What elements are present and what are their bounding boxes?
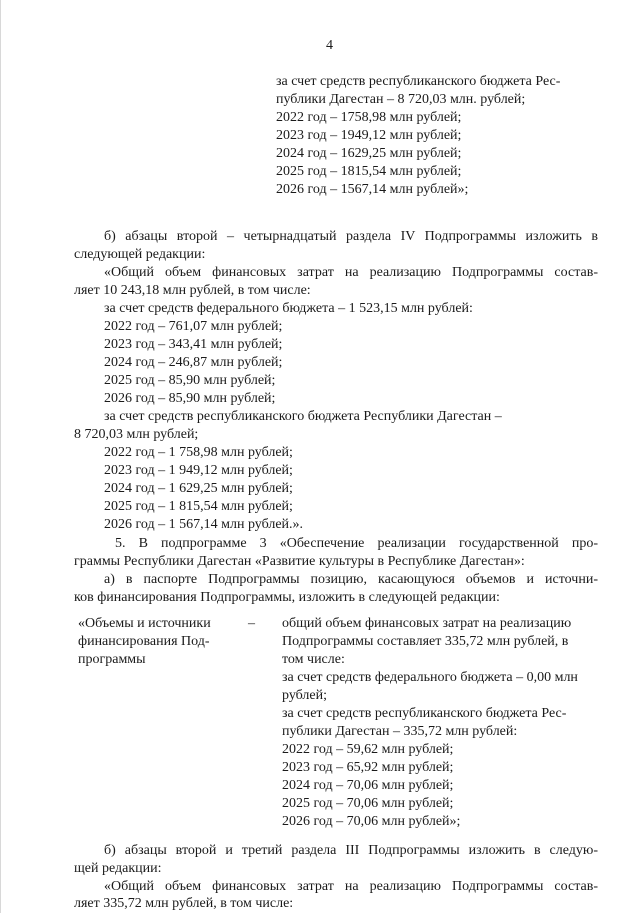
- text-line: 2022 год – 1758,98 млн рублей;: [276, 110, 462, 125]
- page-edge: [0, 0, 1, 913]
- table-right-line: за счет средств федерального бюджета – 0,00 млн: [282, 670, 578, 685]
- paragraph-line: следующей редакции:: [74, 247, 206, 262]
- table-right-line: том числе:: [282, 652, 345, 667]
- year-line: 2025 год – 85,90 млн рублей;: [104, 373, 276, 388]
- table-dash: –: [248, 616, 255, 631]
- table-right-line: 2026 год – 70,06 млн рублей»;: [282, 814, 461, 829]
- table-right-line: общий объем финансовых затрат на реализацию: [282, 616, 572, 631]
- paragraph-line: «Общий объем финансовых затрат на реализацию Подпрограммы состав-: [104, 879, 598, 894]
- table-right-line: 2022 год – 59,62 млн рублей;: [282, 742, 454, 757]
- paragraph-line: ков финансирования Подпрограммы, изложить в следующей редакции:: [74, 590, 500, 605]
- text-line: за счет средств республиканского бюджета Рес-: [276, 74, 561, 89]
- table-left-cell: «Объемы и источники: [78, 616, 211, 631]
- table-right-line: 2025 год – 70,06 млн рублей;: [282, 796, 454, 811]
- table-right-line: 2023 год – 65,92 млн рублей;: [282, 760, 454, 775]
- table-right-line: Подпрограммы составляет 335,72 млн рублей, в: [282, 634, 569, 649]
- paragraph-line: щей редакции:: [74, 861, 162, 876]
- year-line: 2023 год – 1 949,12 млн рублей;: [104, 463, 293, 478]
- paragraph-line: ляет 335,72 млн рублей, в том числе:: [74, 896, 294, 911]
- text-line: 2023 год – 1949,12 млн рублей;: [276, 128, 462, 143]
- year-line: 2025 год – 1 815,54 млн рублей;: [104, 499, 293, 514]
- table-left-cell: финансирования Под-: [78, 634, 210, 649]
- text-line: 2024 год – 1629,25 млн рублей;: [276, 146, 462, 161]
- text-line: 2026 год – 1567,14 млн рублей»;: [276, 182, 469, 197]
- table-right-line: публики Дагестан – 335,72 млн рублей:: [282, 724, 518, 739]
- paragraph-line: за счет средств республиканского бюджета Республики Дагестан –: [104, 409, 502, 424]
- page-number: 4: [326, 38, 333, 53]
- paragraph-line: граммы Республики Дагестан «Развитие культуры в Республике Дагестан»:: [74, 554, 525, 569]
- paragraph-line: за счет средств федерального бюджета – 1 523,15 млн рублей:: [104, 301, 473, 316]
- paragraph-line: а) в паспорте Подпрограммы позицию, касающуюся объемов и источни-: [104, 572, 598, 587]
- year-line: 2026 год – 85,90 млн рублей;: [104, 391, 276, 406]
- year-line: 2024 год – 246,87 млн рублей;: [104, 355, 283, 370]
- text-line: 2025 год – 1815,54 млн рублей;: [276, 164, 462, 179]
- paragraph-line: б) абзацы второй и третий раздела III Подпрограммы изложить в следую-: [104, 843, 598, 858]
- table-right-line: 2024 год – 70,06 млн рублей;: [282, 778, 454, 793]
- paragraph-line: 5. В подпрограмме 3 «Обеспечение реализации государственной про-: [115, 536, 598, 551]
- year-line: 2026 год – 1 567,14 млн рублей.».: [104, 517, 304, 532]
- table-left-cell: программы: [78, 652, 146, 667]
- table-right-line: рублей;: [282, 688, 327, 703]
- year-line: 2024 год – 1 629,25 млн рублей;: [104, 481, 293, 496]
- paragraph-line: «Общий объем финансовых затрат на реализацию Подпрограммы состав-: [104, 265, 598, 280]
- text-line: публики Дагестан – 8 720,03 млн. рублей;: [276, 92, 526, 107]
- year-line: 2022 год – 761,07 млн рублей;: [104, 319, 283, 334]
- year-line: 2023 год – 343,41 млн рублей;: [104, 337, 283, 352]
- paragraph-line: ляет 10 243,18 млн рублей, в том числе:: [74, 283, 311, 298]
- paragraph-line: б) абзацы второй – четырнадцатый раздела IV Подпрограммы изложить в: [104, 229, 598, 244]
- paragraph-line: 8 720,03 млн рублей;: [74, 427, 199, 442]
- table-right-line: за счет средств республиканского бюджета Рес-: [282, 706, 567, 721]
- year-line: 2022 год – 1 758,98 млн рублей;: [104, 445, 293, 460]
